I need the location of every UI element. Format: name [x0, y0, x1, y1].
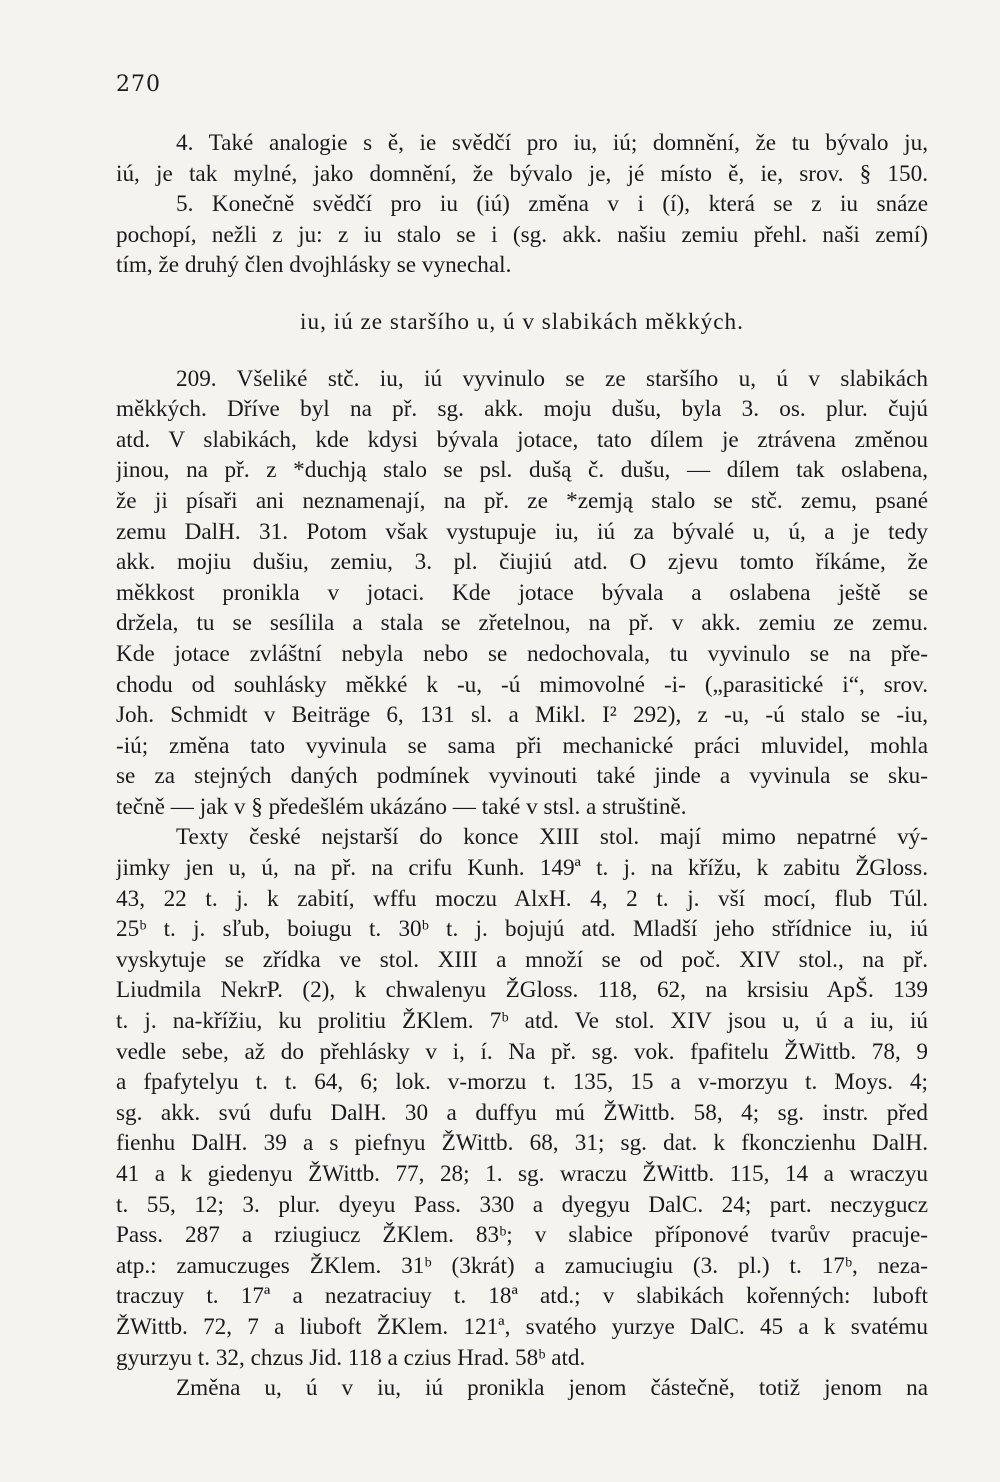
text-line: atp.: zamuczuges ŽKlem. 31ᵇ (3krát) a zamuciugiu (3. pl.) t. 17ᵇ, neza- [116, 1252, 928, 1279]
text-line: atd. V slabikách, kde kdysi bývala jotace, tato dílem je ztrávena změnou [116, 426, 928, 453]
text-line: t. j. na-křížiu, ku prolitiu ŽKlem. 7ᵇ atd. Ve stol. XIV jsou u, ú a iu, iú [116, 1008, 928, 1035]
text-line: 4. Také analogie s ě, ie svědčí pro iu, iú; domnění, že tu bývalo ju, [176, 130, 928, 156]
page-number: 270 [116, 72, 161, 97]
body-text [116, 128, 928, 1404]
text-line: ŽWittb. 72, 7 a liuboft ŽKlem. 121ª, svatého yurzye DalC. 45 a k svatému [116, 1313, 928, 1340]
text-line: Kde jotace zvláštní nebyla nebo se nedochovala, tu vyvinulo se na pře- [116, 640, 928, 667]
text-line: sg. akk. svú dufu DalH. 30 a duffyu mú ŽWittb. 58, 4; sg. instr. před [116, 1099, 928, 1126]
text-line: měkkost pronikla v jotaci. Kde jotace bývala a oslabena ještě se [116, 579, 928, 606]
text-line: pochopí, nežli z ju: z iu stalo se i (sg. akk. našiu zemiu přehl. naši zemí) [116, 221, 928, 248]
text-line: Pass. 287 a rziugiucz ŽKlem. 83ᵇ; v slabice příponové tvarův pracuje- [116, 1222, 928, 1249]
text-line: tečně — jak v § předešlém ukázáno — také v stsl. a struštině. [116, 793, 687, 820]
text-line: Texty české nejstarší do konce XIII stol. mají mimo nepatrné vý- [176, 824, 928, 851]
text-line: zemu DalH. 31. Potom však vystupuje iu, iú za bývalé u, ú, a je tedy [116, 518, 928, 545]
text-line: fienhu DalH. 39 a s piefnyu ŽWittb. 68, 31; sg. dat. k fkonczienhu DalH. [116, 1130, 928, 1157]
text-line: 209. Všeliké stč. iu, iú vyvinulo se ze staršího u, ú v slabikách [176, 365, 928, 392]
text-line: traczuy t. 17ª a nezatraciuy t. 18ª atd.; v slabikách kořenných: luboft [116, 1283, 928, 1310]
text-line: a fpafytelyu t. t. 64, 6; lok. v-morzu t. 135, 15 a v-morzyu t. Moys. 4; [116, 1069, 928, 1096]
text-line: že ji písaři ani neznamenají, na př. ze *zemją stalo se stč. zemu, psané [116, 487, 928, 514]
text-line: Změna u, ú v iu, iú pronikla jenom částečně, totiž jenom na [176, 1375, 928, 1402]
text-line: jimky jen u, ú, na př. na crifu Kunh. 149ª t. j. na křížu, k zabitu ŽGloss. [116, 855, 928, 882]
text-line: Liudmila NekrP. (2), k chwalenyu ŽGloss. 118, 62, na krsisiu ApŠ. 139 [116, 977, 928, 1004]
text-line: chodu od souhlásky měkké k -u, -ú mimovolné -i- („parasitické i“, srov. [116, 671, 928, 698]
text-line: t. 55, 12; 3. plur. dyeyu Pass. 330 a dyegyu DalC. 24; part. neczygucz [116, 1191, 928, 1218]
text-line: vyskytuje se zřídka ve stol. XIII a množí se od poč. XIV stol., na př. [116, 946, 928, 973]
text-line: akk. mojiu dušiu, zemiu, 3. pl. čiujiú atd. O zjevu tomto říkáme, že [116, 549, 928, 576]
text-line: vedle sebe, až do přehlásky v i, í. Na př. sg. vok. fpafitelu ŽWittb. 78, 9 [116, 1038, 928, 1065]
text-line: se za stejných daných podmínek vyvinouti také jinde a vyvinula se sku- [116, 763, 928, 790]
text-line: iú, je tak mylné, jako domnění, že bývalo je, jé místo ě, ie, srov. § 150. [116, 160, 928, 187]
text-line: Joh. Schmidt v Beiträge 6, 131 sl. a Mikl. I² 292), z -u, -ú stalo se -iu, [116, 702, 928, 729]
text-line: 43, 22 t. j. k zabití, wffu moczu AlxH. 4, 2 t. j. vší mocí, flub Túl. [116, 885, 928, 912]
text-line: 41 a k giedenyu ŽWittb. 77, 28; 1. sg. wraczu ŽWittb. 115, 14 a wraczyu [116, 1161, 928, 1187]
text-line: jinou, na př. z *duchją stalo se psl. dušą č. dušu, — dílem tak oslabena, [116, 457, 928, 484]
text-line: gyurzyu t. 32, chzus Jid. 118 a czius Hrad. 58ᵇ atd. [116, 1344, 586, 1371]
blank-line [116, 338, 928, 364]
text-line: tím, že druhý člen dvojhlásky se vynechal. [116, 252, 512, 279]
text-line: měkkých. Dříve byl na př. sg. akk. moju dušu, byla 3. os. plur. čujú [116, 396, 928, 423]
section-heading: iu, iú ze staršího u, ú v slabikách měkkých. [300, 308, 744, 335]
text-line: -iú; změna tato vyvinula se sama při mechanické práci mluvidel, mohla [116, 732, 928, 759]
text-line: držela, tu se sesílila a stala se zřetelnou, na př. v akk. zemiu ze zemu. [116, 610, 928, 637]
text-line: 25ᵇ t. j. sľub, boiugu t. 30ᵇ t. j. bojujú atd. Mladší jeho střídnice iu, iú [116, 916, 928, 943]
blank-line [116, 281, 928, 307]
text-line: 5. Konečně svědčí pro iu (iú) změna v i (í), která se z iu snáze [176, 191, 928, 218]
